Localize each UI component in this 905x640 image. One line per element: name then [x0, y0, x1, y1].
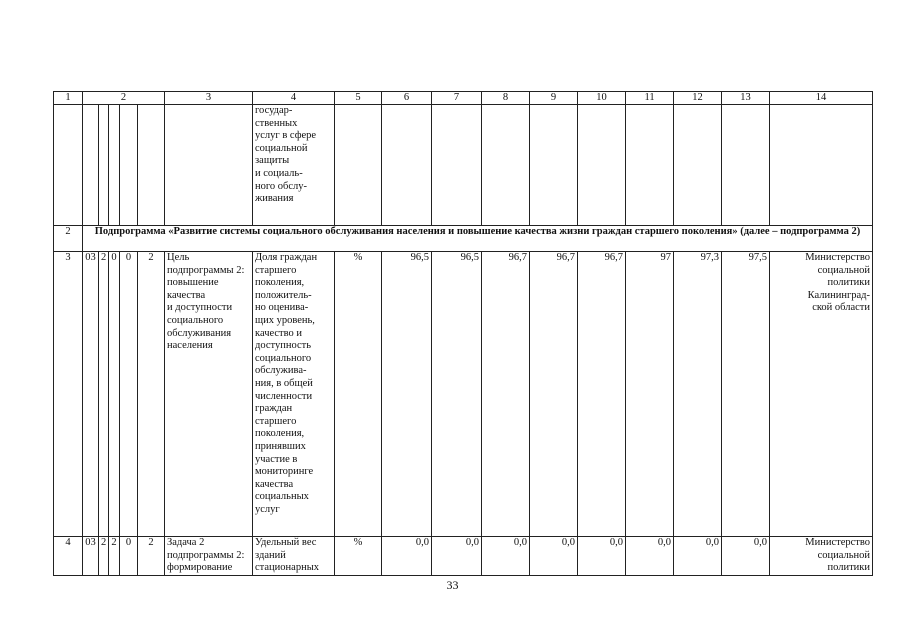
code-cell: 2 — [99, 537, 109, 576]
text-line: мониторинге — [255, 466, 314, 478]
value-cell: 0,0 — [722, 537, 770, 576]
value-cell: 96,7 — [530, 252, 578, 537]
table-cell — [165, 105, 253, 226]
header-cell: 2 — [83, 92, 165, 105]
value-cell: 0,0 — [432, 537, 482, 576]
text-line: доступность — [255, 340, 312, 352]
table-cell — [722, 105, 770, 226]
row-number: 3 — [54, 252, 83, 537]
header-cell: 11 — [626, 92, 674, 105]
value-cell: 96,7 — [578, 252, 626, 537]
text-line: ного обслу- — [255, 180, 308, 192]
text-line: Министерство — [805, 537, 871, 548]
text-line: но оценива- — [255, 302, 309, 314]
text-line: обслужива- — [255, 365, 307, 377]
text-line: участие в — [255, 453, 298, 465]
value-cell: 96,5 — [382, 252, 432, 537]
text-line: и доступности — [167, 302, 233, 314]
text-line: подпрограммы 2: — [167, 549, 245, 561]
table-cell — [482, 105, 530, 226]
value-cell: 0,0 — [482, 537, 530, 576]
text-line: социального — [255, 352, 312, 364]
responsible-cell — [770, 252, 873, 537]
value-cell: 0,0 — [382, 537, 432, 576]
code-cell: 2 — [138, 252, 165, 537]
code-cell: 03 — [83, 252, 99, 537]
header-cell: 4 — [253, 92, 335, 105]
responsible-cell — [770, 537, 873, 576]
table-cell — [530, 105, 578, 226]
table-cell — [626, 105, 674, 226]
code-cell: 2 — [109, 537, 120, 576]
table-cell — [120, 105, 138, 226]
header-cell: 6 — [382, 92, 432, 105]
text-line: Министерство — [805, 252, 871, 263]
table-row — [54, 105, 873, 226]
table-cell — [674, 105, 722, 226]
code-cell: 0 — [109, 252, 120, 537]
text-line: положитель- — [255, 289, 312, 301]
table-cell — [770, 105, 873, 226]
header-cell: 1 — [54, 92, 83, 105]
text-line: стационарных — [255, 562, 319, 574]
table-cell — [99, 105, 109, 226]
table-cell — [335, 105, 382, 226]
value-cell: 97,5 — [722, 252, 770, 537]
indicator-cell — [253, 105, 335, 226]
subprogram-title: Подпрограмма «Развитие системы социального обслуживания населения и повышение качества жизни граждан старшего поколения» (далее – подпрограмма 2) — [83, 226, 873, 252]
table-row — [54, 537, 873, 576]
unit-cell: % — [335, 252, 382, 537]
value-cell: 96,7 — [482, 252, 530, 537]
table-cell — [83, 105, 99, 226]
text-line: повышение — [167, 277, 219, 289]
text-line: Задача 2 — [167, 537, 205, 548]
value-cell: 0,0 — [578, 537, 626, 576]
code-cell: 2 — [99, 252, 109, 537]
value-cell: 96,5 — [432, 252, 482, 537]
indicator-cell — [253, 537, 335, 576]
text-line: живания — [255, 193, 294, 205]
text-line: Доля граждан — [255, 252, 318, 263]
text-line: качества — [255, 478, 294, 490]
value-cell: 0,0 — [674, 537, 722, 576]
text-line: принявших — [255, 440, 306, 452]
text-line: формирование — [167, 562, 233, 574]
table-cell — [432, 105, 482, 226]
value-cell: 0,0 — [530, 537, 578, 576]
table-cell — [109, 105, 120, 226]
code-cell: 0 — [120, 537, 138, 576]
text-line: подпрограммы 2: — [167, 264, 245, 276]
code-cell: 03 — [83, 537, 99, 576]
indicator-cell — [253, 252, 335, 537]
text-line: старшего — [255, 415, 297, 427]
table-header-row — [54, 92, 873, 105]
text-line: ственных — [255, 117, 298, 129]
text-line: ской области — [812, 302, 871, 314]
header-cell: 10 — [578, 92, 626, 105]
value-cell: 97,3 — [674, 252, 722, 537]
header-cell: 14 — [770, 92, 873, 105]
text-line: социальной — [255, 142, 308, 154]
text-line: качество и — [255, 327, 303, 339]
text-line: качества — [167, 289, 206, 301]
text-line: политики — [827, 277, 871, 289]
indicators-table — [53, 91, 873, 576]
text-line: обслуживания — [167, 327, 232, 339]
header-cell: 3 — [165, 92, 253, 105]
text-line: ния, в общей — [255, 377, 313, 389]
unit-cell: % — [335, 537, 382, 576]
table-row — [54, 252, 873, 537]
value-cell: 0,0 — [626, 537, 674, 576]
goal-cell — [165, 537, 253, 576]
table-cell — [578, 105, 626, 226]
text-line: численности — [255, 390, 313, 402]
text-line: социальной — [817, 264, 871, 276]
text-line: социального — [167, 314, 224, 326]
row-number: 2 — [54, 226, 83, 252]
header-cell: 12 — [674, 92, 722, 105]
code-cell: 2 — [138, 537, 165, 576]
header-cell: 13 — [722, 92, 770, 105]
text-line: услуг — [255, 503, 280, 515]
code-cell: 0 — [120, 252, 138, 537]
text-line: Цель — [167, 252, 190, 263]
header-cell: 7 — [432, 92, 482, 105]
text-line: граждан — [255, 403, 293, 415]
page-number: 33 — [446, 578, 459, 592]
header-cell: 8 — [482, 92, 530, 105]
header-cell: 5 — [335, 92, 382, 105]
goal-cell — [165, 252, 253, 537]
table-cell — [138, 105, 165, 226]
text-line: Калининград- — [807, 289, 871, 301]
text-line: населения — [167, 340, 213, 352]
text-line: старшего — [255, 264, 297, 276]
value-cell: 97 — [626, 252, 674, 537]
table-cell — [382, 105, 432, 226]
text-line: Удельный вес — [255, 537, 317, 548]
row-number: 4 — [54, 537, 83, 576]
text-line: государ- — [255, 105, 293, 116]
table-cell — [54, 105, 83, 226]
text-line: и социаль- — [255, 167, 303, 179]
text-line: поколения, — [255, 428, 305, 440]
text-line: щих уровень, — [255, 314, 315, 326]
text-line: социальной — [817, 549, 871, 561]
text-line: услуг в сфере — [255, 130, 317, 142]
text-line: зданий — [255, 549, 286, 561]
subprogram-row — [54, 226, 873, 252]
header-cell: 9 — [530, 92, 578, 105]
text-line: социальных — [255, 491, 309, 503]
text-line: поколения, — [255, 277, 305, 289]
text-line: политики — [827, 562, 871, 574]
text-line: защиты — [255, 155, 290, 167]
